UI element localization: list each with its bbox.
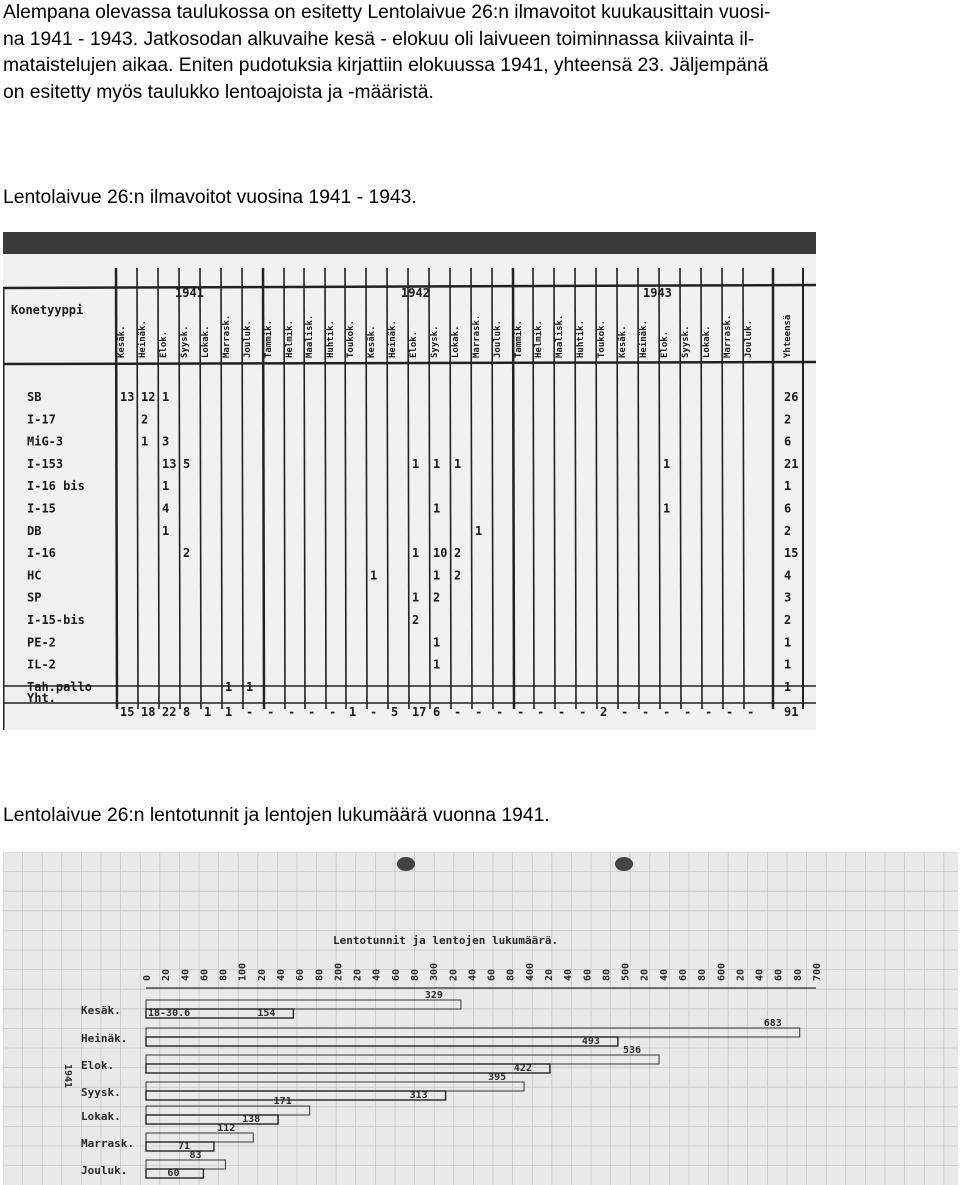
month-label: Helmik. — [285, 320, 295, 358]
tick-label: 60 — [486, 968, 498, 981]
loss-count: 4 — [162, 501, 170, 516]
month-label: Kesäk. — [81, 1004, 121, 1017]
flight-hours-bar — [146, 1037, 618, 1046]
tick-label: 0 — [142, 974, 153, 981]
yht-value: - — [370, 705, 378, 719]
flight-hours-label: 422 — [513, 1063, 532, 1074]
aircraft-type: HC — [27, 568, 42, 583]
tick-label: 300 — [429, 962, 441, 981]
month-label: Syysk. — [81, 1086, 121, 1099]
row-total: 6 — [784, 434, 792, 449]
header-rule — [3, 362, 816, 364]
loss-count: 2 — [141, 412, 149, 427]
month-label: Maalisk. — [305, 314, 315, 358]
yht-value: 1 — [204, 705, 212, 719]
tick-label: 80 — [218, 968, 230, 981]
tick-label: 20 — [639, 968, 651, 981]
month-label: Syysk. — [430, 325, 440, 358]
yht-value: - — [642, 705, 650, 719]
flight-count-bar — [146, 1160, 225, 1169]
month-label: Heinäk. — [81, 1032, 128, 1045]
header-label: Konetyyppi — [11, 303, 84, 317]
row-total: 2 — [784, 613, 792, 627]
month-label: Lokak. — [702, 325, 712, 358]
loss-count: 1 — [225, 679, 233, 694]
yht-value: - — [246, 705, 254, 719]
row-total: 1 — [784, 479, 792, 494]
yht-value: - — [705, 705, 713, 719]
row-total: 3 — [784, 590, 792, 605]
loss-count: 2 — [454, 546, 462, 561]
tick-label: 60 — [773, 968, 785, 981]
row-total: 2 — [784, 412, 792, 427]
punch-hole — [397, 857, 415, 871]
row-total: 2 — [784, 523, 792, 538]
tick-label: 200 — [333, 962, 345, 981]
tick-label: 80 — [505, 968, 517, 981]
tick-label: 100 — [237, 962, 249, 981]
month-label: Lokak. — [81, 1110, 121, 1123]
yht-value: - — [621, 705, 629, 719]
yht-value: - — [684, 705, 692, 719]
tick-label: 80 — [601, 968, 613, 981]
yht-value: 18 — [141, 705, 156, 719]
flight-hours-label: 154 — [257, 1008, 276, 1019]
loss-count: 1 — [162, 523, 170, 538]
flight-count-bar — [146, 1106, 310, 1115]
month-label: Kesäk. — [117, 325, 127, 358]
intro-line-3: mataistelujen aikaa. Eniten pudotuksia kirjattiin elokuussa 1941, yhteensä 23. Jäljempänä — [3, 55, 769, 76]
flight-chart — [3, 852, 958, 1185]
flight-hours-label: 71 — [177, 1141, 191, 1152]
loss-count: 10 — [433, 546, 448, 561]
tick-label: 80 — [697, 968, 709, 981]
loss-count: 1 — [475, 523, 483, 538]
month-label: Jouluk. — [493, 320, 503, 358]
loss-count: 2 — [183, 546, 191, 561]
intro-line-4: on esitetty myös taulukko lentoajoista ja -määristä. — [3, 81, 434, 103]
tick-label: 40 — [754, 968, 766, 981]
month-label: Marrask. — [222, 314, 232, 358]
tick-label: 20 — [161, 968, 173, 981]
year-label: 1941 — [175, 286, 204, 300]
loss-count: 12 — [141, 390, 156, 404]
month-label: Toukok. — [597, 320, 607, 358]
tick-label: 600 — [716, 962, 728, 981]
month-label: Huhtik. — [326, 320, 336, 358]
tick-label: 80 — [792, 968, 804, 981]
total-label: Yhteensä — [783, 314, 793, 358]
aircraft-type: PE-2 — [27, 635, 56, 650]
intro-paragraph — [3, 0, 953, 106]
flight-count-label: 329 — [424, 990, 443, 1001]
month-label: Lokak. — [201, 325, 211, 358]
loss-count: 1 — [663, 501, 671, 516]
yht-value: - — [747, 705, 755, 719]
yht-value: - — [308, 705, 316, 719]
flight-count-label: 171 — [273, 1096, 292, 1107]
flight-hours-label: 60 — [167, 1168, 180, 1179]
loss-count: 1 — [162, 479, 170, 494]
tick-label: 60 — [582, 968, 594, 981]
yht-value: - — [329, 705, 337, 719]
year-label: 1943 — [643, 286, 672, 300]
month-label: Toukok. — [346, 320, 356, 358]
tick-label: 20 — [448, 968, 460, 981]
year-label: 1941 — [62, 1064, 73, 1089]
aircraft-type: I-15 — [27, 501, 56, 516]
yht-value: 5 — [391, 705, 399, 719]
tick-label: 40 — [180, 968, 192, 981]
punch-hole — [615, 857, 633, 871]
yht-value: 1 — [349, 705, 357, 719]
tick-label: 60 — [390, 968, 402, 981]
tick-label: 20 — [735, 968, 747, 981]
loss-count: 1 — [433, 456, 441, 471]
loss-count: 13 — [162, 456, 177, 471]
month-label: Huhtik. — [576, 320, 586, 358]
row-total: 1 — [784, 657, 792, 672]
aircraft-type: DB — [27, 523, 42, 538]
loss-table-caption: Lentolaivue 26:n ilmavoitot vuosina 1941 - 1943. — [3, 187, 417, 208]
loss-count: 1 — [454, 456, 462, 471]
month-label: Kesäk. — [618, 325, 628, 358]
tick-label: 20 — [544, 968, 555, 981]
yht-value: - — [558, 705, 566, 719]
yht-value: 6 — [433, 705, 441, 719]
aircraft-type: SP — [27, 590, 42, 605]
loss-count: 1 — [370, 568, 378, 583]
chart-title: Lentotunnit ja lentojen lukumäärä. — [333, 934, 559, 947]
loss-count: 1 — [433, 657, 441, 672]
tick-label: 20 — [352, 968, 364, 981]
flight-count-bar — [146, 1000, 461, 1009]
tick-label: 40 — [658, 968, 670, 981]
month-label: Tammik. — [514, 320, 524, 358]
aircraft-type: SB — [27, 390, 42, 404]
yht-value: - — [726, 705, 734, 719]
flight-hours-label: 313 — [409, 1090, 428, 1101]
loss-count: 1 — [412, 590, 420, 605]
aircraft-type: I-15-bis — [27, 613, 85, 627]
row-total: 4 — [784, 568, 792, 583]
tick-label: 40 — [563, 968, 575, 981]
month-label: Heinäk. — [639, 320, 649, 358]
yht-value: 1 — [225, 705, 233, 719]
loss-count: 13 — [120, 390, 135, 404]
year-label: 1942 — [401, 286, 430, 300]
month-label: Marrask. — [723, 314, 733, 358]
month-label: Elok. — [159, 330, 169, 358]
loss-count: 1 — [412, 456, 420, 471]
loss-table-grid — [3, 254, 816, 730]
aircraft-type: I-153 — [27, 456, 64, 471]
loss-count: 1 — [141, 434, 149, 449]
yht-value: - — [267, 705, 275, 719]
flight-chart-caption: Lentolaivue 26:n lentotunnit ja lentojen lukumäärä vuonna 1941. — [3, 805, 550, 826]
month-label: Marrask. — [472, 314, 482, 358]
loss-count: 1 — [433, 635, 441, 650]
month-label: Maalisk. — [555, 314, 565, 358]
month-label: Helmik. — [534, 320, 544, 358]
month-label: Elok. — [409, 330, 419, 358]
tick-label: 40 — [371, 968, 383, 981]
tick-label: 400 — [524, 962, 536, 981]
flight-hours-label: 493 — [581, 1036, 600, 1047]
yht-value: - — [537, 705, 545, 719]
tick-label: 80 — [314, 968, 326, 981]
flight-count-label: 536 — [623, 1045, 642, 1056]
aircraft-type: Tah.pallo — [27, 679, 93, 694]
yht-value: 15 — [120, 705, 135, 719]
tick-label: 80 — [410, 968, 421, 981]
yht-value: - — [517, 705, 525, 719]
loss-count: 1 — [663, 456, 671, 471]
yht-value: 17 — [412, 705, 427, 719]
loss-count: 3 — [162, 434, 170, 449]
tick-label: 40 — [276, 968, 287, 981]
flight-count-bar — [146, 1028, 800, 1037]
row-total: 1 — [784, 679, 792, 694]
row-total: 21 — [784, 456, 799, 471]
loss-table-photo — [3, 232, 816, 730]
row-total: 15 — [784, 546, 799, 561]
flight-count-label: 683 — [763, 1018, 782, 1029]
loss-count: 1 — [412, 546, 420, 561]
flight-count-bar — [146, 1133, 253, 1142]
yht-label: Yht. — [27, 691, 56, 705]
aircraft-type: MiG-3 — [27, 434, 64, 449]
intro-line-2: na 1941 - 1943. Jatkosodan alkuvaihe kesä - elokuu oli laivueen toiminnassa kiivainta il- — [3, 28, 755, 50]
month-label: Kesäk. — [367, 325, 377, 358]
yht-value: - — [496, 705, 504, 719]
flight-count-bar — [146, 1082, 524, 1091]
yht-value: 2 — [600, 705, 608, 719]
aircraft-type: I-16 bis — [27, 479, 85, 494]
flight-count-label: 112 — [217, 1123, 236, 1134]
loss-count: 1 — [246, 679, 254, 694]
month-label: Tammik. — [264, 320, 274, 358]
flight-hours-label: 138 — [242, 1114, 261, 1125]
flight-count-bar — [146, 1055, 659, 1064]
aircraft-type: IL-2 — [27, 657, 56, 672]
row-total: 1 — [784, 635, 792, 650]
loss-count: 2 — [454, 568, 462, 583]
grand-total: 91 — [784, 705, 799, 719]
row-total: 26 — [784, 390, 799, 404]
yht-value: - — [288, 705, 296, 719]
aircraft-type: I-16 — [27, 546, 56, 561]
scan-border — [3, 232, 816, 254]
flight-count-label: 83 — [189, 1150, 202, 1161]
loss-count: 5 — [183, 456, 191, 471]
month-label: Jouluk. — [81, 1164, 128, 1177]
month-label: Elok. — [660, 330, 670, 358]
month-label: Heinäk. — [388, 320, 398, 358]
tick-label: 60 — [678, 968, 689, 981]
row-total: 6 — [784, 501, 792, 516]
tick-label: 60 — [295, 968, 307, 981]
tick-label: 700 — [812, 962, 823, 981]
aircraft-type: I-17 — [27, 412, 56, 427]
yht-value: - — [663, 705, 671, 719]
loss-count: 2 — [433, 590, 441, 605]
month-label: Elok. — [81, 1059, 115, 1072]
tick-label: 20 — [256, 968, 268, 981]
tick-label: 500 — [620, 962, 632, 981]
flight-chart-photo — [3, 852, 958, 1185]
flight-count-label: 395 — [488, 1072, 507, 1083]
loss-count: 2 — [412, 613, 420, 627]
month-label: Syysk. — [681, 325, 691, 358]
loss-count: 1 — [162, 390, 170, 404]
month-label: Syysk. — [180, 325, 190, 358]
tick-label: 40 — [467, 968, 479, 981]
flight-hours-bar — [146, 1091, 446, 1100]
month-label: Heinäk. — [138, 320, 148, 358]
annotation-label: 18-30.6 — [148, 1008, 191, 1019]
month-label: Jouluk. — [243, 320, 253, 358]
month-label: Jouluk. — [744, 320, 754, 358]
loss-count: 1 — [433, 568, 441, 583]
yht-value: - — [454, 705, 462, 719]
yht-value: 8 — [183, 705, 191, 719]
intro-line-1: Alempana olevassa taulukossa on esitetty Lentolaivue 26:n ilmavoitot kuukausittain vuosi- — [3, 2, 771, 23]
month-label: Lokak. — [451, 325, 461, 358]
yht-value: 22 — [162, 705, 177, 719]
yht-value: - — [579, 705, 587, 719]
month-label: Marrask. — [81, 1137, 134, 1150]
loss-count: 1 — [433, 501, 441, 516]
yht-value: - — [475, 705, 483, 719]
tick-label: 60 — [199, 968, 211, 981]
